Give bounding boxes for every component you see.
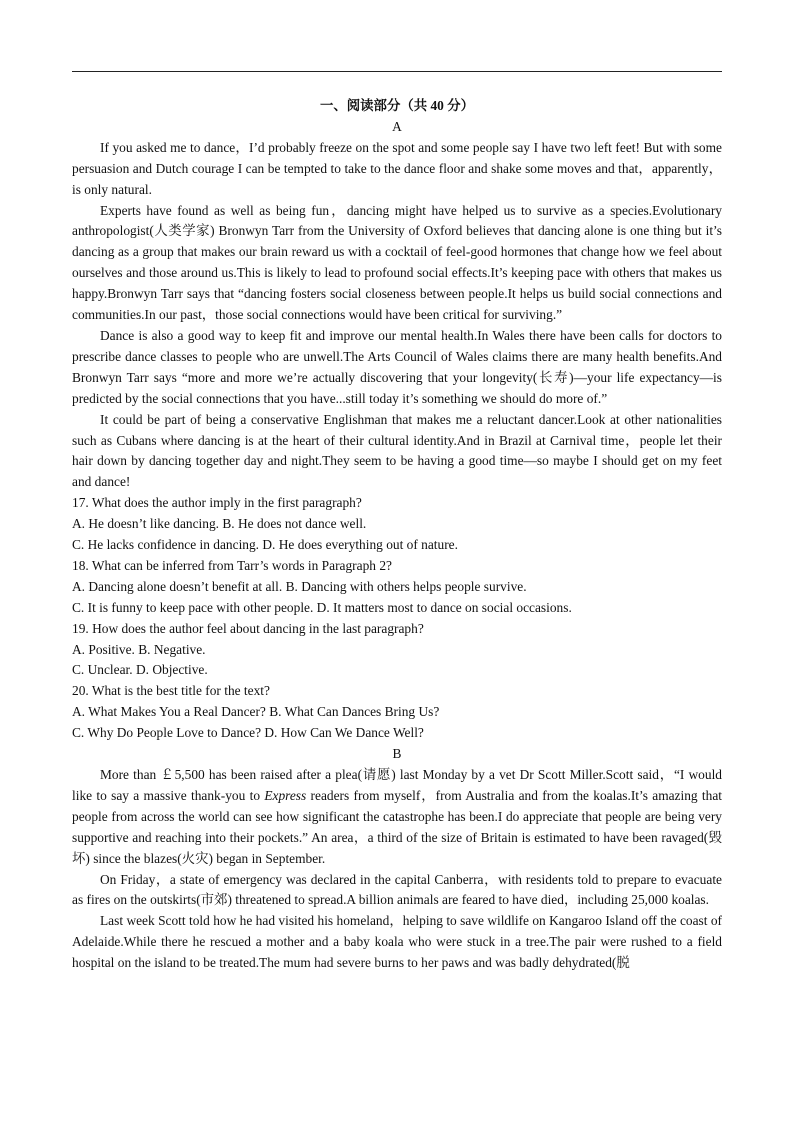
passage-b-label: B xyxy=(392,746,402,762)
passage-a-label: A xyxy=(392,118,402,134)
document-body xyxy=(72,96,722,974)
question-stem: 20. What is the best title for the text? xyxy=(72,683,270,699)
question-stem: 17. What does the author imply in the first paragraph? xyxy=(72,495,362,511)
passage-b-paragraph xyxy=(72,765,722,870)
header-rule xyxy=(72,71,722,72)
passage-a-paragraph: Experts have found as well as being fun，dancing might have helped us to survive as a species.Evolutionary anthropologist(人类学家) Bronwyn Tarr from the University of Oxford believes that dancing alone is one thing but it’s dancing as a group that makes our brain reward us with a cocktail of feel-good hormones that change how we feel about ourselves and those around us.This is likely to lead to profound social effects.It’s keeping pace with others that makes us happy.Bronwyn Tarr says that “dancing fosters social closeness between people.It helps us build social connections and communities.In our past，those social connections would have been critical for surviving.” xyxy=(72,202,722,323)
question-options: C. It is funny to keep pace with other people. D. It matters most to dance on social occasions. xyxy=(72,599,572,615)
question-options: A. He doesn’t like dancing. B. He does not dance well. xyxy=(72,516,367,532)
passage-b-text: readers from myself，from Australia and from the koalas.It’s amazing that people from across the world can see how significant the catastrophe has been.I do appreciate that people are being very supportive and reaching into their pockets.” An area，a third of the size of Britain is estimated to have been ravaged(毁坏) since the blazes(火灾) began in September. xyxy=(72,787,722,866)
question-options: C. Why Do People Love to Dance? D. How Can We Dance Well? xyxy=(72,725,424,741)
question-options: A. Dancing alone doesn’t benefit at all. B. Dancing with others helps people survive. xyxy=(72,578,527,594)
question-options: C. He lacks confidence in dancing. D. He does everything out of nature. xyxy=(72,537,458,553)
question-options: C. Unclear. D. Objective. xyxy=(72,662,208,678)
question-stem: 19. How does the author feel about dancing in the last paragraph? xyxy=(72,620,424,636)
passage-b-text: More than ￡5,500 has been raised after a plea(请愿) last Monday by a vet Dr Scott Miller.Scott said，“I would like to say a massive thank-you to xyxy=(72,767,722,803)
passage-b-paragraph: Last week Scott told how he had visited his homeland，helping to save wildlife on Kangaroo Island off the coast of Adelaide.While there he rescued a mother and a baby koala who were stuck in a tree.The pair were rushed to a field hospital on the island to be treated.The mum had severe burns to her paws and was badly dehydrated(脱 xyxy=(72,913,722,971)
passage-a-paragraph: It could be part of being a conservative Englishman that makes me a reluctant dancer.Look at other nationalities such as Cubans where dancing is at the heart of their cultural identity.And in Brazil at Carnival time，people let their hair down by dancing together day and night.They seem to be having a good time—so maybe I should get on my feet and dance! xyxy=(72,411,722,490)
section-title: 一、阅读部分（共 40 分） xyxy=(320,98,474,113)
newspaper-name: Express xyxy=(264,787,307,803)
passage-b-paragraph: On Friday，a state of emergency was declared in the capital Canberra，with residents told to prepare to evacuate as fires on the outskirts(市郊) threatened to spread.A billion animals are feared to have died，including 25,000 koalas. xyxy=(72,871,722,908)
passage-a-paragraph: If you asked me to dance，I’d probably freeze on the spot and some people say I have two left feet! But with some persuasion and Dutch courage I can be tempted to take to the dance floor and shake some moves and that，apparently，is only natural. xyxy=(72,139,722,197)
passage-a-paragraph: Dance is also a good way to keep fit and improve our mental health.In Wales there have been calls for doctors to prescribe dance classes to people who are unwell.The Arts Council of Wales claims there are many health benefits.And Bronwyn Tarr says “more and more we’re actually discovering that your longevity(长寿)—your life expectancy—is predicted by the social connections that you have...still today it’s something we should do more of.” xyxy=(72,327,722,406)
question-options: A. What Makes You a Real Dancer? B. What Can Dances Bring Us? xyxy=(72,704,440,720)
question-stem: 18. What can be inferred from Tarr’s words in Paragraph 2? xyxy=(72,557,392,573)
question-options: A. Positive. B. Negative. xyxy=(72,641,206,657)
